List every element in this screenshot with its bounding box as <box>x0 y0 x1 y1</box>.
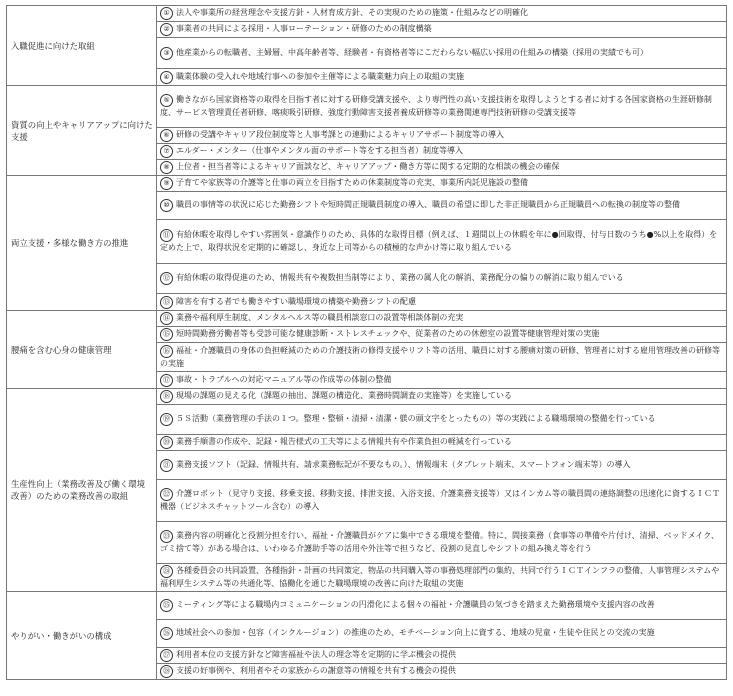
item-number: ㉗ <box>160 649 173 662</box>
item-number: ㉕ <box>160 599 173 612</box>
item-number: ⑲ <box>160 413 173 426</box>
item-cell <box>157 86 727 128</box>
item-text: 上位者・担当者等によるキャリア面談など、キャリアアップ・働き方等に関する定期的な相談の機会の確保 <box>176 162 560 171</box>
item-number: ㉔ <box>160 565 173 578</box>
item-number: ③ <box>160 47 173 60</box>
item-number: ⑤ <box>160 94 173 107</box>
item-cell <box>157 69 727 86</box>
item-cell <box>157 176 727 192</box>
item-text: 働きながら国家資格等の取得を目指す者に対する研修受講支援や、より専門性の高い支援技術を取得しようとする者に対する各国家資格の生涯研修制度、サービス管理責任者研修、喀痰吸引研修、強度行動障害支援者養成研修等の業務関連専門技術研修の受講支援等 <box>160 95 712 117</box>
item-text: 事業者の共同による採用・人事ローテーション・研修のための制度構築 <box>176 24 432 33</box>
category-cell: やりがい・働きがいの構成 <box>7 592 157 680</box>
item-number: ⑩ <box>160 199 173 212</box>
item-number: ⑮ <box>160 328 173 341</box>
item-text: 現場の課題の見える化（課題の抽出、課題の構造化、業務時間調査の実施等）を実施している <box>176 391 512 400</box>
item-cell <box>157 294 727 311</box>
item-text: 有給休暇の取得促進のため、情報共有や複数担当制等により、業務の属人化の解消、業務配分の偏りの解消に取り組んでいる <box>176 273 624 282</box>
item-number: ㉒ <box>160 488 173 501</box>
item-number: ⑯ <box>160 345 173 358</box>
item-text: 福祉・介護職員の身体の負担軽減のための介護技術の修得支援やリフト等の活用、職員に対する腰痛対策の研修、管理者に対する雇用管理改善の研修等の実施 <box>160 345 720 368</box>
measures-table <box>6 5 727 680</box>
item-cell <box>157 38 727 69</box>
table-row <box>7 311 727 327</box>
item-text: 利用者本位の支援方針など障害福祉や法人の理念等を定期的に学ぶ機会の提供 <box>176 650 456 659</box>
item-text: 事故・トラブルへの対応マニュアル等の作成等の体制の整備 <box>176 374 392 384</box>
item-cell <box>157 128 727 144</box>
item-number: ① <box>160 7 173 20</box>
item-text: ５Ｓ活動（業務管理の手法の１つ。整理・整頓・清掃・清潔・躾の頭文字をとったもの）等の実践による職場環境の整備を行っている <box>176 414 656 423</box>
table-row <box>7 592 727 620</box>
item-text: 研修の受講やキャリア段位制度等と人事考課との連動によるキャリアサポート制度等の導入 <box>176 130 504 139</box>
item-text: 職業体験の受入れや地域行事への参加や主催等による職業魅力向上の取組の実施 <box>176 71 464 81</box>
item-text: 業務内容の明確化と役割分担を行い、福祉・介護職員がケアに集中できる環境を整備。特に、間接業務（食事等の準備や片付け、清掃、ベッドメイク、ゴミ捨て等）がある場合は、いわゆる介護助手等の活用や外注等で担うなど、役割の見直しやシフトの組み換え等を行う <box>160 531 719 553</box>
category-cell: 腰痛を含む心身の健康管理 <box>7 311 157 389</box>
item-number: ⑦ <box>160 145 173 158</box>
item-cell <box>157 22 727 38</box>
item-cell <box>157 160 727 176</box>
item-text: ミーティング等による職場内コミュニケーションの円滑化による個々の福祉・介護職員の気づきを踏まえた勤務環境や支援内容の改善 <box>176 600 655 609</box>
item-text: 法人や事業所の経営理念や支援方針・人材育成方針、その実現のための施策・仕組みなどの明確化 <box>176 8 528 17</box>
item-number: ⑪ <box>160 229 173 242</box>
item-cell <box>157 220 727 264</box>
item-number: ⑱ <box>160 390 173 403</box>
category-cell: 資質の向上やキャリアアップに向けた支援 <box>7 86 157 176</box>
item-cell <box>157 192 727 220</box>
item-text: エルダー・メンター（仕事やメンタル面のサポート等をする担当者）制度等導入 <box>176 146 464 155</box>
item-cell <box>157 372 727 389</box>
item-text: 障害を有する者でも働きやすい職場環境の構築や勤務シフトの配慮 <box>176 296 416 306</box>
item-cell <box>157 264 727 294</box>
item-number: ⑭ <box>160 312 173 325</box>
item-number: ㉑ <box>160 459 173 472</box>
item-cell <box>157 389 727 405</box>
item-cell <box>157 6 727 22</box>
item-number: ⑫ <box>160 272 173 285</box>
item-number: ㉖ <box>160 627 173 640</box>
item-cell <box>157 564 727 592</box>
item-text: 各種委員会の共同設置、各種指針・計画の共同策定、物品の共同購入等の事務処理部門の集約、共同で行うＩＣＴインフラの整備、人事管理システムや福利厚生システム等の共通化等、協働化を通じた職場環境の改善に向けた取組の実施 <box>160 566 720 588</box>
item-number: ④ <box>160 71 173 84</box>
category-cell: 入職促進に向けた取組 <box>7 6 157 86</box>
item-text: 職員の事情等の状況に応じた勤務シフトや短時間正規職員制度の導入、職員の希望に即した非正規職員から正規職員への転換の制度等の整備 <box>176 200 680 209</box>
item-text: 地域社会への参加・包容（インクルージョン）の推進のため、モチベーション向上に資する、地域の児童・生徒や住民との交流の実施 <box>176 628 655 637</box>
item-cell <box>157 343 727 372</box>
item-text: 業務手順書の作成や、記録・報告様式の工夫等による情報共有や作業負担の軽減を行っている <box>176 437 512 446</box>
item-number: ⑨ <box>160 177 173 190</box>
item-text: 有給休暇を取得しやすい雰囲気・意識作りのため、具体的な取得目標（例えば、１週間以上の休暇を年に●回取得、付与日数のうち●%以上を取得）を定めた上で、取得状況を定期的に確認し、身近な上司等からの積極的な声かけ等に取り組んでいる <box>160 230 718 252</box>
item-number: ㉓ <box>160 530 173 543</box>
item-text: 子育てや家族等の介護等と仕事の両立を目指すための休業制度等の充実、事業所内託児施設の整備 <box>176 178 528 187</box>
item-cell <box>157 480 727 522</box>
item-number: ⑰ <box>160 374 173 387</box>
item-cell <box>157 592 727 620</box>
item-text: 業務や福利厚生制度、メンタルヘルス等の職員相談窓口の設置等相談体制の充実 <box>176 313 464 322</box>
item-text: 業務支援ソフト（記録、情報共有、請求業務転記が不要なもの。）、情報端末（タブレット端末、スマートフォン端末等）の導入 <box>176 459 631 469</box>
item-cell <box>157 311 727 327</box>
category-cell: 生産性向上（業務改善及び働く環境改善）のための業務改善の取組 <box>7 389 157 592</box>
item-number: ⑧ <box>160 161 173 174</box>
item-cell <box>157 522 727 564</box>
item-cell <box>157 620 727 648</box>
item-number: ⑬ <box>160 296 173 309</box>
item-text: 支援の好事例や、利用者やその家族からの謝意等の情報を共有する機会の提供 <box>176 666 456 675</box>
item-cell <box>157 405 727 435</box>
item-cell <box>157 451 727 480</box>
table-row <box>7 86 727 128</box>
item-text: 短時間勤務労働者等も受診可能な健康診断・ストレスチェックや、従業者のための休憩室の設置等健康管理対策の実施 <box>176 329 600 338</box>
item-cell <box>157 664 727 680</box>
item-number: ⑳ <box>160 436 173 449</box>
item-text: 介護ロボット（見守り支援、移乗支援、移動支援、排泄支援、入浴支援、介護業務支援等）又はインカム等の職員間の連絡調整の迅速化に資するＩＣＴ機器（ビジネスチャットツール含む）の導入 <box>160 489 720 511</box>
table-row <box>7 176 727 192</box>
item-cell <box>157 435 727 451</box>
item-cell <box>157 327 727 343</box>
item-number: ② <box>160 23 173 36</box>
measures-table-wrapper <box>6 5 727 680</box>
item-cell <box>157 144 727 160</box>
category-cell: 両立支援・多様な働き方の推進 <box>7 176 157 311</box>
item-number: ㉘ <box>160 665 173 678</box>
table-row <box>7 6 727 22</box>
item-number: ⑥ <box>160 129 173 142</box>
table-row <box>7 389 727 405</box>
item-text: 他産業からの転職者、主婦層、中高年齢者等、経験者・有資格者等にこだわらない幅広い採用の仕組みの構築（採用の実績でも可） <box>176 47 648 57</box>
item-cell <box>157 648 727 664</box>
